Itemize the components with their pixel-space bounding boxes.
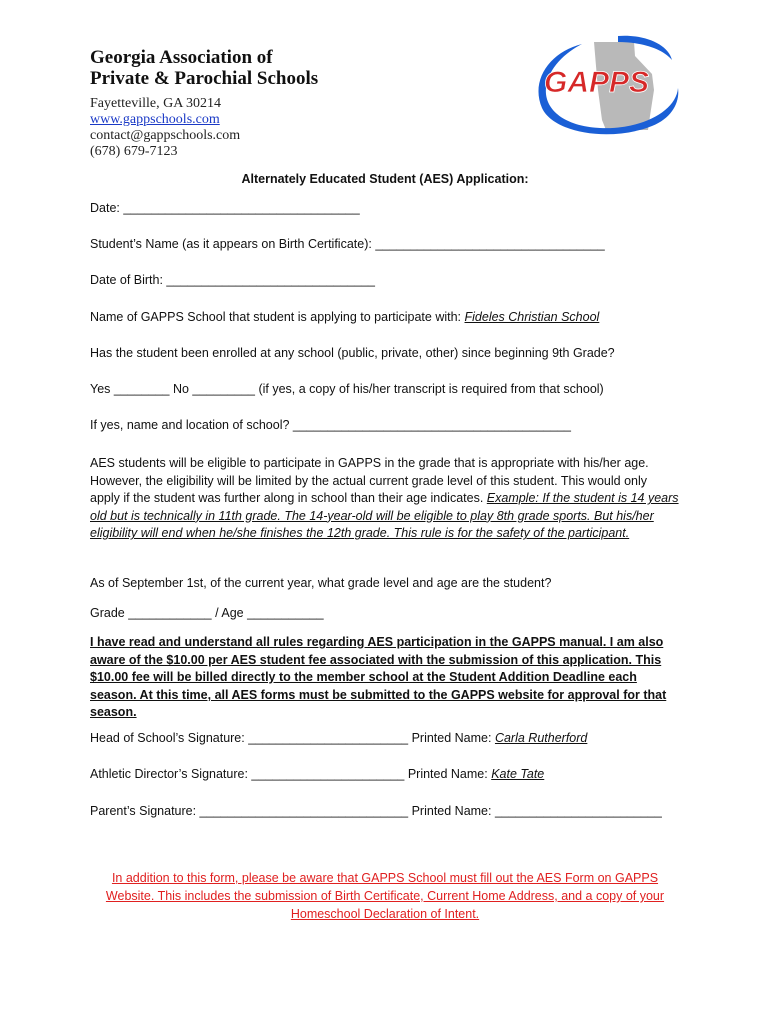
gapps-logo: [522, 30, 682, 148]
org-email: contact@gappschools.com: [90, 128, 241, 143]
eligibility-example: Example: If the student is 14 years old but is technically in 11th grade. The 14-year-old will be eligible to play 8th grade sports. But his/her eligibility will end when he/she finishes the 12th grade. This rule is for the safety of the participant.: [90, 491, 679, 541]
ad-printed-name[interactable]: Kate Tate: [491, 767, 545, 781]
org-name-line2: Private & Parochial Schools: [90, 68, 319, 89]
student-name-field[interactable]: Student’s Name (as it appears on Birth Certificate): _________________________________: [90, 237, 605, 251]
organization-header: [90, 47, 318, 160]
gapps-school-label: Name of GAPPS School that student is applying to participate with:: [90, 310, 465, 324]
org-phone: (678) 679-7123: [90, 144, 178, 159]
yes-no-field[interactable]: Yes ________ No _________ (if yes, a copy of his/her transcript is required from that school): [90, 382, 604, 396]
head-of-school-signature[interactable]: [90, 731, 587, 745]
head-printed-name[interactable]: Carla Rutherford: [494, 731, 588, 745]
prior-school-field[interactable]: If yes, name and location of school? ________________________________________: [90, 418, 571, 432]
eligibility-text: AES students will be eligible to participate in GAPPS in the grade that is appropriate with his/her age. However, the eligibility will be limited by the actual current grade level of this student. This would only apply if the student was further along in school than their age indicates.: [90, 456, 649, 506]
parent-signature[interactable]: Parent’s Signature: ______________________________ Printed Name: ________________________: [90, 804, 662, 818]
org-name-line1: Georgia Association of: [90, 47, 273, 68]
org-city: Fayetteville, GA 30214: [90, 96, 222, 111]
athletic-director-signature[interactable]: [90, 767, 544, 781]
date-field[interactable]: Date: __________________________________: [90, 201, 360, 215]
ad-signature-label: Athletic Director’s Signature: ______________________ Printed Name:: [90, 767, 492, 781]
date-of-birth-field[interactable]: Date of Birth: ______________________________: [90, 273, 375, 287]
gapps-school-field: [90, 310, 599, 324]
enrolled-question: Has the student been enrolled at any school (public, private, other) since beginning 9th Grade?: [90, 346, 615, 360]
gapps-school-value[interactable]: Fideles Christian School: [464, 310, 600, 324]
logo-text: GAPPS: [544, 66, 650, 99]
grade-question: As of September 1st, of the current year, what grade level and age are the student?: [90, 576, 552, 590]
org-website-link[interactable]: www.gappschools.com: [90, 112, 220, 127]
acknowledgement-paragraph: I have read and understand all rules regarding AES participation in the GAPPS manual. I am also aware of the $10.00 per AES student fee associated with the submission of this application. This $10.00 fee will be billed directly to the member school at the Student Addition Deadline each season. At this time, all AES forms must be submitted to the GAPPS website for approval for that season.: [90, 635, 667, 720]
grade-age-field[interactable]: Grade ____________ / Age ___________: [90, 606, 324, 620]
form-title: Alternately Educated Student (AES) Application:: [241, 172, 529, 186]
submission-notice: In addition to this form, please be aware that GAPPS School must fill out the AES Form on GAPPS Website. This includes the submission of Birth Certificate, Current Home Address, and a copy of your Homeschool Declaration of Intent.: [105, 871, 665, 921]
head-signature-label: Head of School’s Signature: _______________________ Printed Name:: [90, 731, 495, 745]
eligibility-paragraph: [90, 455, 680, 543]
